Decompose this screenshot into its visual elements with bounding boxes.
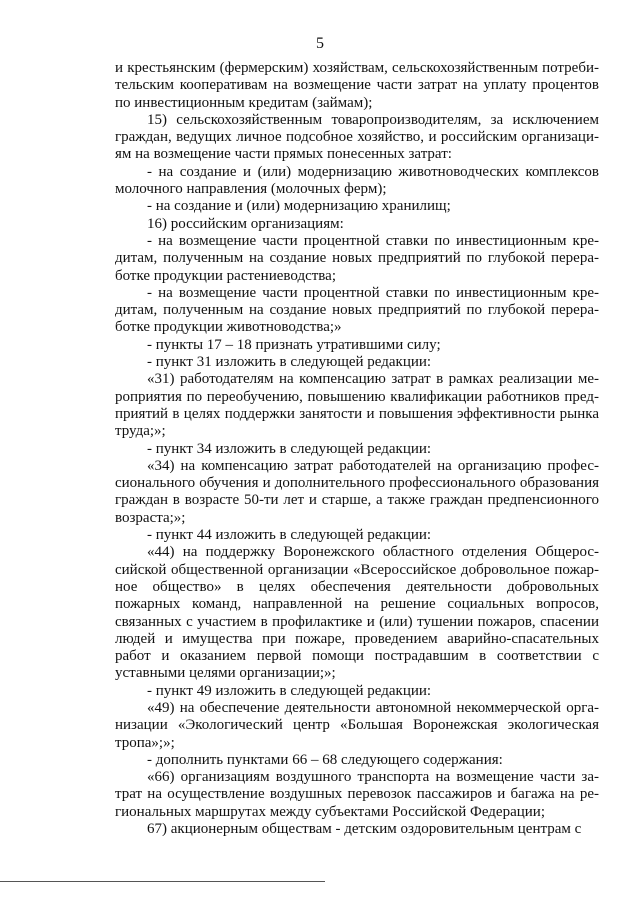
paragraph: - пункт 49 изложить в следующей редакции: [147, 682, 432, 699]
paragraph: - пункты 17 – 18 признать утратившими силу; [147, 336, 441, 353]
paragraph: - на возмещение части процентной ставки по инвестиционным кредитам, полученным на создание новых предприятий по глубокой переработке продукции животноводства;» [115, 284, 599, 336]
paragraph: «44) на поддержку Воронежского областного отделения Общероссийской общественной организации «Всероссийское добровольное пожарное общество» в целях обеспечения деятельности добровольных пожарных команд, направленной на решение социальных вопросов, связанных с участием в профилактике и (или) тушении пожаров, спасении людей и имущества при пожаре, проведением аварийно-спасательных работ и оказанием первой помощи пострадавшим в соответствии с уставными целями организации;»; [115, 544, 599, 682]
bottom-divider-line [0, 881, 325, 882]
paragraph: - пункт 31 изложить в следующей редакции: [147, 354, 432, 371]
paragraph: «34) на компенсацию затрат работодателей на организацию профессионального обучения и дополнительного профессионального образования граждан в возрасте 50-ти лет и старше, а также граждан предпенсионного возраста;»; [115, 457, 599, 526]
paragraph: 67) акционерным обществам - детским оздоровительным центрам с [147, 821, 582, 838]
paragraph: 15) сельскохозяйственным товаропроизводителям, за исключением граждан, ведущих личное подсобное хозяйство, и российским организациям на возмещение части прямых понесенных затрат: [115, 111, 599, 163]
paragraph: - на создание и (или) модернизацию хранилищ; [147, 198, 451, 215]
paragraph: и крестьянским (фермерским) хозяйствам, сельскохозяйственным потребительским кооперативам на возмещение части затрат на уплату процентов по инвестиционным кредитам (займам); [115, 60, 599, 111]
paragraph: 16) российским организациям: [147, 215, 344, 232]
paragraph: - пункт 34 изложить в следующей редакции: [147, 440, 432, 457]
paragraph: «31) работодателям на компенсацию затрат в рамках реализации мероприятия по переобучению, повышению квалификации работников предприятий в целях поддержки занятости и повышения эффективности рынка труда;»; [115, 371, 599, 440]
paragraph: - на создание и (или) модернизацию животноводческих комплексов молочного направления (молочных ферм); [115, 163, 599, 198]
document-body [115, 60, 599, 838]
paragraph: - дополнить пунктами 66 – 68 следующего содержания: [147, 751, 503, 768]
paragraph: - пункт 44 изложить в следующей редакции: [147, 527, 432, 544]
paragraph: - на возмещение части процентной ставки по инвестиционным кредитам, полученным на создание новых предприятий по глубокой переработке продукции растениеводства; [115, 232, 599, 284]
paragraph: «49) на обеспечение деятельности автономной некоммерческой организации «Экологический центр «Большая Воронежская экологическая тропа»;»; [115, 699, 599, 751]
paragraph: «66) организациям воздушного транспорта на возмещение части затрат на осуществление воздушных перевозок пассажиров и багажа на региональных маршрутах между субъектами Российской Федерации; [115, 769, 599, 820]
page-number: 5 [316, 35, 324, 52]
